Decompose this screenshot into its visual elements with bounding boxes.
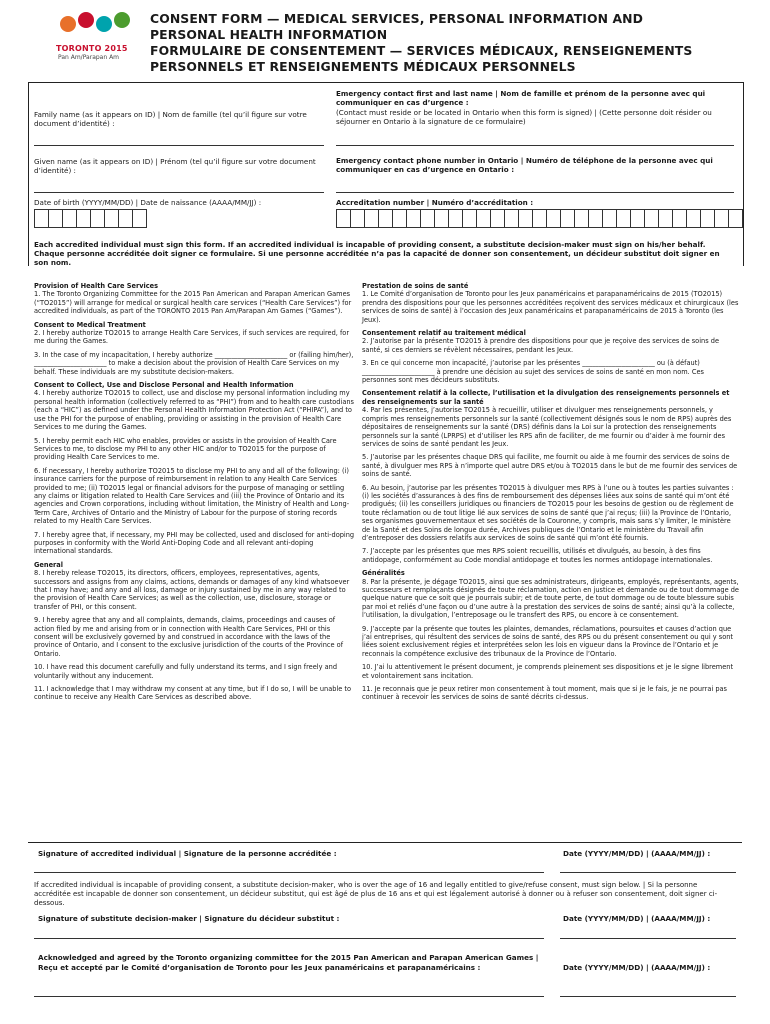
emergency-phone-field[interactable] bbox=[336, 192, 734, 193]
dob-boxes[interactable] bbox=[34, 209, 146, 228]
toronto-2015-logo bbox=[56, 12, 136, 64]
substitute-note: If accredited individual is incapable of providing consent, a substitute decision-maker, who is over the age of 16 and legally entitled to give/refuse consent, must sign below. | Si la personne accréditée est incapable de donner son consentement, un décideur substitut, qui est âgé de plus de 16 ans et qui est légalement autorisé à donner ou à refuser son consentement, doit signer ci-dessous. bbox=[34, 881, 718, 908]
section-heading: Consentement relatif au traitement médical bbox=[362, 329, 526, 338]
clause-text: 10. I have read this document carefully and fully understand its terms, and I sign freely and voluntarily without any inducement. bbox=[34, 663, 338, 680]
section-heading: Consent to Collect, Use and Disclose Personal and Health Information bbox=[34, 381, 294, 390]
emergency-name-note: (Contact must reside or be located in Ontario when this form is signed) | (Cette personne doit résider ou séjourner en Ontario à la signature de ce formulaire) bbox=[336, 108, 712, 126]
clause-text: 5. I hereby permit each HIC who enables, provides or assists in the provision of Health Care Services to me, to disclose my PHI to any other HIC and/or to TO2015 for the purpose of providing Health Care Services to me. bbox=[34, 436, 337, 462]
clause-text: 2. J’autorise par la présente TO2015 à prendre des dispositions pour que je reçoive des services de soins de santé, si ces derniers se révèlent nécessaires, pendant les Jeux. bbox=[362, 337, 720, 354]
acknowledgement-signature-field[interactable] bbox=[34, 996, 544, 997]
emergency-name-label: Emergency contact first and last name | Nom de famille et prénom de la personne avec qui communiquer en cas d’urgence : bbox=[336, 89, 706, 107]
acknowledgement-date-label: Date (YYYY/MM/DD) | (AAAA/MM/JJ) : bbox=[563, 963, 711, 972]
acknowledgement-label: Acknowledged and agreed by the Toronto organizing committee for the 2015 Pan American and Parapan American Games | Reçu et accepté par le Comité d’organisation de Toronto pour les Jeux panaméricains et parapanaméricains : bbox=[38, 953, 539, 972]
acknowledgement-date-field[interactable] bbox=[560, 996, 736, 997]
clause-text: 3. En ce qui concerne mon incapacité, j’autorise par les présentes ______________________ ou (à défaut) ______________________ à prendre une décision au sujet des services de soins de santé en mon nom. Ces personnes sont mes décideurs substituts. bbox=[362, 359, 704, 385]
clause-text: 5. J’autorise par les présentes chaque DRS qui facilite, me fournit ou aide à me fournir des services de soins de santé, à divulguer mes RPS à n’importe quel autre DRS et/ou à TO2015 dans le but de me fournir des services de soins de santé. bbox=[362, 453, 738, 479]
given-name-field[interactable] bbox=[34, 192, 324, 193]
substitute-signature-label: Signature of substitute decision-maker | Signature du décideur substitut : bbox=[38, 914, 340, 923]
clause-text: 9. I hereby agree that any and all complaints, demands, claims, proceedings and causes of action filed by me and arising from or in connection with Health Care Services, PHI or this consent will be exclusively governed by and construed in accordance with the laws of the province of Ontario, and I consent to the exclusive jurisdiction of the courts of the Province of Ontario. bbox=[34, 616, 344, 658]
clause-text: 11. I acknowledge that I may withdraw my consent at any time, but if I do so, I will be unable to continue to receive any Health Care Services as described above. bbox=[34, 685, 352, 702]
logo-figure-icon bbox=[114, 12, 130, 28]
clause-text: 11. Je reconnais que je peux retirer mon consentement à tout moment, mais que si je le fais, je ne pourrai pas continuer à recevoir les services de soins de santé décrits ci-dessus. bbox=[362, 685, 727, 702]
section-heading: Consent to Medical Treatment bbox=[34, 320, 146, 329]
clause-text: 8. I hereby release TO2015, its directors, officers, employees, representatives, agents, successors and assigns from any claims, actions, demands or damages of any kind whatsoever that I may have; and any and all loss, damage or injury sustained by me in any way related to the provision of Health Care Services; as well as the collection, use, disclosure, storage or transfer of PHI, or this consent. bbox=[34, 569, 350, 611]
section-heading: Consentement relatif à la collecte, l’utilisation et la divulgation des renseignements personnels et des renseignements sur la santé bbox=[362, 389, 730, 406]
given-name-label: Given name (as it appears on ID) | Prénom (tel qu’il figure sur votre document d’identité) : bbox=[34, 157, 316, 175]
emergency-phone-label: Emergency contact phone number in Ontario | Numéro de téléphone de la personne avec qui communiquer en cas d’urgence en Ontario : bbox=[336, 156, 713, 174]
clause-text: 4. Par les présentes, j’autorise TO2015 à recueillir, utiliser et divulguer mes renseignements personnels, y compris mes renseignements personnels sur la santé (collectivement désignés sous le nom de RPS) auprès des dépositaires de renseignements sur la santé (DRS) définis dans la Loi sur la protection des renseignements personnels sur la santé (LPRPS) et d’utiliser les RPS afin de faciliter, de me fournir ou d’aider à me fournir des services de soins de santé pendant les Jeux. bbox=[362, 406, 732, 448]
section-heading: Provision of Health Care Services bbox=[34, 282, 159, 290]
clause-text: 2. I hereby authorize TO2015 to arrange Health Care Services, if such services are required, for me during the Games. bbox=[34, 329, 350, 346]
signature-date-field[interactable] bbox=[560, 872, 736, 873]
title-line: FORMULAIRE DE CONSENTEMENT — SERVICES MÉDICAUX, RENSEIGNEMENTS bbox=[150, 43, 693, 58]
family-name-label: Family name (as it appears on ID) | Nom de famille (tel qu’il figure sur votre document d’identité) : bbox=[34, 110, 307, 128]
substitute-signature-field[interactable] bbox=[34, 938, 544, 939]
form-title bbox=[150, 11, 750, 75]
clause-text: 10. J’ai lu attentivement le présent document, je comprends pleinement ses dispositions et je le signe librement et volontairement sans incitation. bbox=[362, 663, 734, 680]
substitute-date-label: Date (YYYY/MM/DD) | (AAAA/MM/JJ) : bbox=[563, 914, 711, 923]
logo-figure-icon bbox=[78, 12, 94, 28]
clause-text: 6. Au besoin, j’autorise par les présentes TO2015 à divulguer mes RPS à l’une ou à toutes les parties suivantes : (i) les sociétés d’assurances à des fins de remboursement des dépenses liées aux soins de santé qui m’ont été prodigués; (ii) les conseillers juridiques ou financiers de TO2015 pour les besoins de gestion ou de règlement de toute réclamation ou de tout litige lié aux services de soins de santé que j’ai reçus; (iii) la Province de l’Ontario, ses organismes gouvernementaux et ses sociétés de la Couronne, y compris, mais sans s’y limiter, le ministère de la Santé et des Soins de longue durée, Archives publiques de l’Ontario et le ministère du Travail afin d’entreposer des dossiers relatifs aux services de soins de santé qui m’ont été fournis. bbox=[362, 483, 734, 542]
logo-figure-icon bbox=[96, 16, 112, 32]
clause-text: 7. I hereby agree that, if necessary, my PHI may be collected, used and disclosed for anti-doping purposes in conformity with the World Anti-Doping Code and all relevant anti-doping international standards. bbox=[34, 530, 355, 556]
clause-text: 1. Le Comité d’organisation de Toronto pour les Jeux panaméricains et parapanaméricains de 2015 (TO2015) prendra des dispositions pour que les personnes accréditées reçoivent des services médicaux et chirurgicaux (les services de soins de santé) à l’occasion des Jeux panaméricains et parapanaméricains de 2015 à Toronto (les Jeux). bbox=[362, 290, 739, 324]
accreditation-boxes[interactable] bbox=[336, 209, 742, 228]
signing-requirement-note: Each accredited individual must sign this form. If an accredited individual is incapable of providing consent, a substitute decision-maker must sign on his/her behalf. Chaque personne accréditée doit signer ce formulaire. Si une personne accréditée n’a pas la capacité de donner son consentement, un décideur substitut doit signer en son nom. bbox=[34, 240, 720, 268]
substitute-date-field[interactable] bbox=[560, 938, 736, 939]
section-heading: Prestation de soins de santé bbox=[362, 282, 469, 290]
accreditation-label: Accreditation number | Numéro d’accréditation : bbox=[336, 198, 534, 207]
logo-figure-icon bbox=[60, 16, 76, 32]
clause-text: 9. J’accepte par la présente que toutes les plaintes, demandes, réclamations, poursuites et causes d’action que j’ai entreprises, qui résultent des services de soins de santé, des RPS ou du présent consentement ou qui y sont liées soient exclusivement régies et interprétées selon les lois en vigueur dans la Province de l’Ontario et je reconnais la compétence exclusive des tribunaux de la Province de l’Ontario. bbox=[362, 624, 734, 658]
title-line: CONSENT FORM — MEDICAL SERVICES, PERSONAL INFORMATION AND bbox=[150, 11, 644, 26]
signature-divider bbox=[28, 842, 742, 843]
logo-text: TORONTO 2015 bbox=[56, 44, 128, 53]
french-terms-column bbox=[362, 282, 740, 707]
family-name-field[interactable] bbox=[34, 145, 324, 146]
clause-text: 3. In the case of my incapacitation, I hereby authorize ______________________ or (failing him/her), ______________________ to make a decision about the provision of Health Care Services on my behalf. These individuals are my substitute decision-makers. bbox=[34, 350, 354, 376]
title-line: PERSONAL HEALTH INFORMATION bbox=[150, 27, 388, 42]
signature-field[interactable] bbox=[34, 872, 544, 873]
english-terms-column bbox=[34, 282, 356, 707]
clause-text: 6. If necessary, I hereby authorize TO2015 to disclose my PHI to any and all of the following: (i) insurance carriers for the purpose of reimbursement in relation to any Health Care Services provided to me; (ii) TO2015 legal or financial advisors for the purpose of managing or settling any claims or litigation related to Health Care Services and (iii) the Province of Ontario and its agencies and Crown corporations, including without limitation, the Ministry of Health and Long-Term Care, Archives of Ontario and the Ministry of Labour for the purpose of storing records related to my Health Care Services. bbox=[34, 466, 350, 526]
dob-label: Date of birth (YYYY/MM/DD) | Date de naissance (AAAA/MM/JJ) : bbox=[34, 198, 262, 207]
clause-text: 1. The Toronto Organizing Committee for the 2015 Pan American and Parapan American Games (“TO2015”) will arrange for medical or surgical health care services (“Health Care Services”) for accredited individuals, as part of the TORONTO 2015 Pan Am/Parapan Am Games (“Games”). bbox=[34, 290, 352, 316]
signature-label: Signature of accredited individual | Signature de la personne accréditée : bbox=[38, 849, 337, 858]
clause-text: 8. Par la présente, je dégage TO2015, ainsi que ses administrateurs, dirigeants, employés, représentants, agents, successeurs et remplaçants désignés de toute réclamation, action en justice et demande ou de tout dommage de quelque nature que ce soit que je pourrais subir; et de toute perte, de tout dommage ou de toute blessure subis par moi et reliés d’une façon ou d’une autre à la prestation des services de soins de santé; ainsi qu’à la collecte, l’utilisation, la divulgation, l’entreposage ou le transfert des RPS, ou encore à ce consentement. bbox=[362, 577, 739, 620]
clause-text: 4. I hereby authorize TO2015 to collect, use and disclose my personal information including my personal health information (collectively referred to as “PHI”) from and to health care custodians (each a “HIC”) as defined under the Personal Health Information Protection Act (“PHIPA”), and to use the PHI for the purpose of enabling, providing or assisting in the provision of Health Care Services to me during the Games. bbox=[34, 389, 354, 432]
clause-text: 7. J’accepte par les présentes que mes RPS soient recueillis, utilisés et divulgués, au besoin, à des fins antidopage, conformément au Code mondial antidopage et toutes les normes antidopage internationales. bbox=[362, 547, 713, 564]
section-heading: Généralités bbox=[362, 569, 405, 578]
signature-date-label: Date (YYYY/MM/DD) | (AAAA/MM/JJ) : bbox=[563, 849, 711, 858]
emergency-name-field[interactable] bbox=[336, 145, 734, 146]
section-heading: General bbox=[34, 560, 64, 569]
logo-subtext: Pan Am/Parapan Am bbox=[58, 54, 120, 61]
title-line: PERSONNELS ET RENSEIGNEMENTS MÉDICAUX PERSONNELS bbox=[150, 59, 576, 74]
